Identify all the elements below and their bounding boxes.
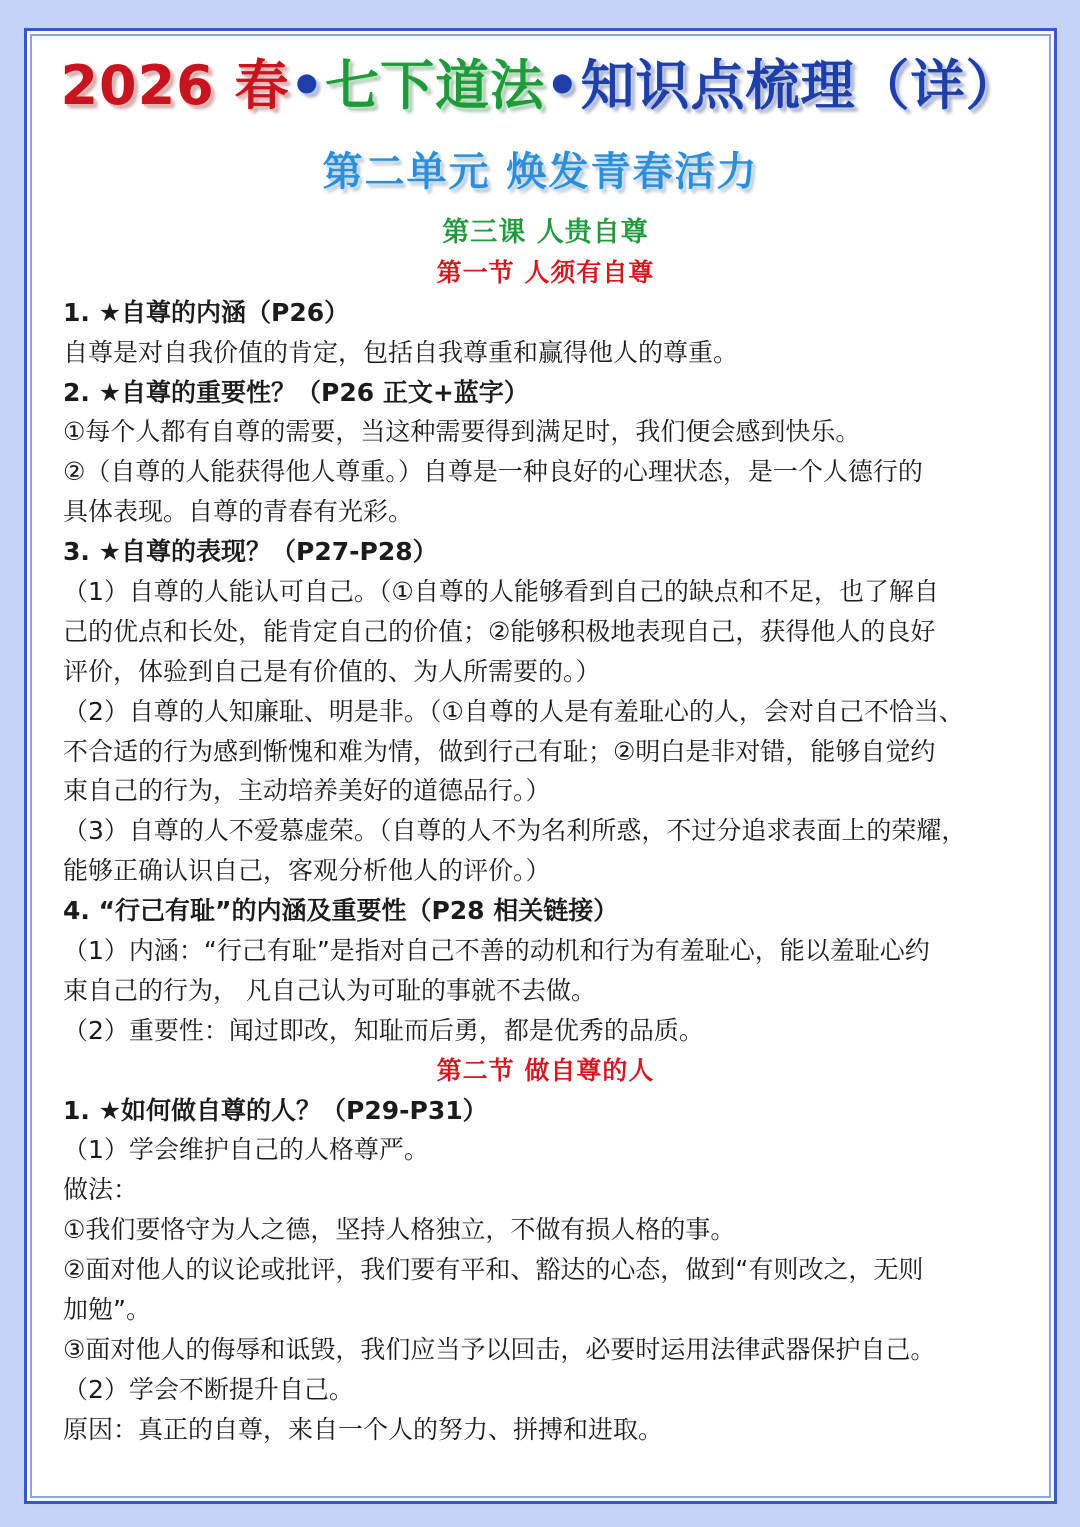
question-heading: 4. “行己有耻”的内涵及重要性（P28 相关链接） <box>63 896 619 926</box>
question-heading: 3. ★自尊的表现？（P27-P28） <box>63 537 438 567</box>
text-line: ①每个人都有自尊的需要，当这种需要得到满足时，我们便会感到快乐。 <box>63 417 861 447</box>
text-line: （1）学会维护自己的人格尊严。 <box>63 1135 429 1165</box>
title-year-season: 2026 春 <box>60 54 290 117</box>
text-line: ②（自尊的人能获得他人尊重。）自尊是一种良好的心理状态，是一个人德行的 <box>63 457 923 487</box>
text-line: 原因：真正的自尊，来自一个人的努力、拼搏和进取。 <box>63 1414 664 1444</box>
section-2-body <box>63 1091 1028 1450</box>
text-line: 束自己的行为， 凡自己认为可耻的事就不去做。 <box>63 975 596 1005</box>
section-1-body <box>63 293 1028 1051</box>
title-separator-dot: • <box>545 54 581 117</box>
text-line: 不合适的行为感到惭愧和难为情，做到行己有耻；②明白是非对错，能够自觉约 <box>63 736 936 766</box>
question-heading: 2. ★自尊的重要性？（P26 正文+蓝字） <box>63 377 529 407</box>
title-topic: 知识点梳理（详） <box>580 54 1021 117</box>
text-line: （3）自尊的人不爱慕虚荣。（自尊的人不为名利所惑，不过分追求表面上的荣耀， <box>63 816 967 846</box>
text-line: 具体表现。自尊的青春有光彩。 <box>63 497 414 527</box>
text-line: ①我们要恪守为人之德，坚持人格独立，不做有损人格的事。 <box>63 1215 736 1245</box>
document-page <box>24 28 1057 1504</box>
text-line: 己的优点和长处，能肯定自己的价值；②能够积极地表现自己，获得他人的良好 <box>63 616 936 646</box>
text-line: 评价，体验到自己是有价值的、为人所需要的。） <box>63 656 601 686</box>
text-line: 加勉”。 <box>63 1295 151 1325</box>
section-title-2: 第二节 做自尊的人 <box>436 1055 655 1085</box>
text-line: ②面对他人的议论或批评，我们要有平和、豁达的心态，做到“有则改之，无则 <box>63 1255 924 1285</box>
text-line: 自尊是对自我价值的肯定，包括自我尊重和赢得他人的尊重。 <box>63 337 739 367</box>
unit-title: 第二单元 焕发青春活力 <box>322 149 759 195</box>
text-line: ③面对他人的侮辱和诋毁，我们应当予以回击，必要时运用法律武器保护自己。 <box>63 1334 936 1364</box>
lesson-title: 第三课 人贵自尊 <box>442 217 649 248</box>
page-title <box>27 53 1054 119</box>
section-title-1: 第一节 人须有自尊 <box>436 257 655 287</box>
text-line: （2）自尊的人知廉耻、明是非。（①自尊的人是有羞耻心的人，会对自己不恰当、 <box>63 696 964 726</box>
title-separator-dot: • <box>289 54 326 117</box>
text-line: （2）学会不断提升自己。 <box>63 1374 354 1404</box>
text-line: （1）内涵：“行己有耻”是指对自己不善的动机和行为有羞耻心，能以羞耻心约 <box>63 936 930 966</box>
question-heading: 1. ★如何做自尊的人？（P29-P31） <box>63 1095 488 1125</box>
text-line: （2）重要性：闻过即改，知耻而后勇，都是优秀的品质。 <box>63 1015 704 1045</box>
question-heading: 1. ★自尊的内涵（P26） <box>63 297 350 327</box>
text-line: 束自己的行为，主动培养美好的道德品行。） <box>63 776 551 806</box>
text-line: 做法： <box>63 1175 139 1205</box>
text-line: 能够正确认识自己，客观分析他人的评价。） <box>63 856 551 886</box>
title-subject: 七下道法 <box>325 54 546 117</box>
text-line: （1）自尊的人能认可自己。（①自尊的人能够看到自己的缺点和不足，也了解自 <box>63 577 939 607</box>
notes-content <box>63 213 1028 1450</box>
